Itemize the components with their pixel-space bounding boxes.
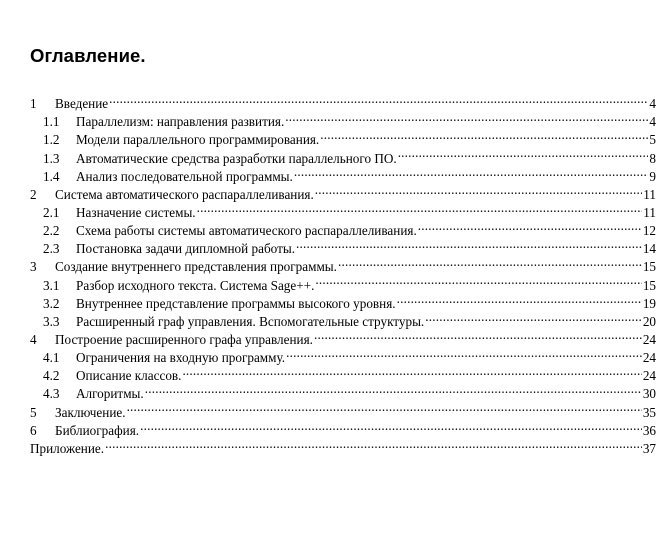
- toc-entry-number: 4: [30, 331, 37, 347]
- toc-entry-page: 14: [642, 241, 656, 257]
- toc-dot-leader: [127, 398, 642, 416]
- toc-entry-page: 24: [642, 368, 656, 384]
- toc-entry-page: 37: [642, 440, 656, 456]
- toc-entry-title: Библиография.: [55, 422, 140, 438]
- toc-entry-title: Описание классов.: [76, 368, 182, 384]
- toc-dot-leader: [398, 144, 649, 162]
- toc-entry[interactable]: [30, 398, 656, 420]
- toc-entry[interactable]: [30, 90, 656, 112]
- toc-entry[interactable]: [30, 308, 656, 329]
- toc-entry-number: 3: [30, 259, 37, 275]
- toc-entry-page: 9: [649, 168, 656, 184]
- toc-entry-page: 11: [643, 204, 656, 220]
- toc-entry-page: 19: [642, 295, 656, 311]
- toc-entry[interactable]: [30, 235, 656, 257]
- toc-entry[interactable]: [30, 290, 656, 311]
- toc-entry[interactable]: [30, 181, 656, 202]
- toc-entry-page: 20: [642, 313, 656, 329]
- toc-entry-number: 2: [30, 186, 37, 202]
- toc-entry[interactable]: [30, 199, 656, 220]
- toc-entry-title: Приложение.: [30, 440, 105, 456]
- toc-dot-leader: [320, 126, 648, 144]
- toc-dot-leader: [397, 290, 642, 308]
- toc-entry-number: 2.2: [43, 223, 60, 239]
- toc-entry-page: 15: [642, 259, 656, 275]
- toc-dot-leader: [197, 199, 643, 217]
- toc-dot-leader: [105, 435, 642, 453]
- toc-dot-leader: [418, 217, 642, 235]
- toc-entry-number: 1.1: [43, 114, 60, 130]
- toc-dot-leader: [315, 271, 641, 289]
- toc-entry-page: 4: [649, 96, 656, 112]
- toc-entry[interactable]: [30, 435, 656, 456]
- toc-entry-number: 1: [30, 96, 37, 112]
- toc-entry-title: Создание внутреннего представления программы.: [55, 259, 337, 275]
- toc-entry[interactable]: [30, 217, 656, 239]
- toc-entry[interactable]: [30, 344, 656, 366]
- toc-entry-number: 1.4: [43, 168, 60, 184]
- toc-dot-leader: [315, 181, 643, 199]
- toc-heading: Оглавление.: [30, 45, 146, 66]
- toc-entry-title: Постановка задачи дипломной работы.: [76, 241, 295, 257]
- toc-entry-title: Модели параллельного программирования.: [76, 132, 320, 148]
- toc-entry[interactable]: [30, 417, 656, 438]
- toc-dot-leader: [285, 108, 648, 126]
- toc-entry-title: Анализ последовательной программы.: [76, 168, 293, 184]
- toc-entry-title: Расширенный граф управления. Вспомогательные структуры.: [76, 313, 425, 329]
- toc-dot-leader: [296, 235, 642, 253]
- toc-entry-page: 12: [642, 223, 656, 239]
- toc-dot-leader: [314, 326, 642, 344]
- toc-entry-page: 5: [649, 132, 656, 148]
- toc-entry-title: Алгоритмы.: [76, 386, 144, 402]
- toc-entry-page: 4: [649, 114, 656, 130]
- toc-entry-number: 2.3: [43, 241, 60, 257]
- toc-dot-leader: [109, 90, 648, 108]
- toc-entry[interactable]: [30, 362, 656, 384]
- toc-entry-number: 6: [30, 422, 37, 438]
- toc-entry-page: 30: [642, 386, 656, 402]
- toc-entry-title: Разбор исходного текста. Система Sage++.: [76, 277, 315, 293]
- toc-entry-number: 4.2: [43, 368, 60, 384]
- toc-entry[interactable]: [30, 108, 656, 130]
- toc-entry-number: 4.3: [43, 386, 60, 402]
- toc-dot-leader: [425, 308, 642, 326]
- toc-entry-number: 1.2: [43, 132, 60, 148]
- toc-entry[interactable]: [30, 380, 656, 402]
- toc-entry-title: Заключение.: [55, 404, 126, 420]
- toc-entry[interactable]: [30, 253, 656, 275]
- toc-entry-title: Параллелизм: направления развития.: [76, 114, 285, 130]
- toc-entry-title: Внутреннее представление программы высокого уровня.: [76, 295, 396, 311]
- toc-entry-page: 35: [642, 404, 656, 420]
- toc-entry-title: Введение: [55, 96, 109, 112]
- toc-entry-title: Построение расширенного графа управления.: [55, 331, 313, 347]
- toc-dot-leader: [182, 362, 641, 380]
- toc-dot-leader: [145, 380, 642, 398]
- toc-entry-page: 8: [649, 150, 656, 166]
- toc-entry-title: Ограничения на входную программу.: [76, 350, 286, 366]
- toc-entry[interactable]: [30, 126, 656, 148]
- toc-entry-number: 1.3: [43, 150, 60, 166]
- toc-entry-page: 11: [643, 186, 656, 202]
- toc-entry-page: 24: [642, 350, 656, 366]
- toc-dot-leader: [140, 417, 642, 435]
- toc-entry-number: 2.1: [43, 204, 60, 220]
- toc-entry[interactable]: [30, 271, 656, 293]
- toc-entry-title: Схема работы системы автоматического распараллеливания.: [76, 223, 417, 239]
- toc-entry-number: 3.1: [43, 277, 60, 293]
- toc-entry-number: 3.3: [43, 313, 60, 329]
- toc-entry-page: 36: [642, 422, 656, 438]
- toc-entry-number: 4.1: [43, 350, 60, 366]
- toc-entry-title: Автоматические средства разработки параллельного ПО.: [76, 150, 397, 166]
- toc-entry[interactable]: [30, 144, 656, 166]
- toc-entry[interactable]: [30, 326, 656, 347]
- toc-dot-leader: [338, 253, 642, 271]
- toc-dot-leader: [286, 344, 642, 362]
- toc-entry-title: Назначение системы.: [76, 204, 196, 220]
- toc-entry-page: 15: [642, 277, 656, 293]
- toc-entry-number: 3.2: [43, 295, 60, 311]
- toc-entry[interactable]: [30, 163, 656, 184]
- toc-entry-title: Система автоматического распараллеливания.: [55, 186, 314, 202]
- table-of-contents: [30, 90, 656, 456]
- toc-entry-page: 24: [642, 331, 656, 347]
- toc-dot-leader: [294, 163, 649, 181]
- toc-entry-number: 5: [30, 404, 37, 420]
